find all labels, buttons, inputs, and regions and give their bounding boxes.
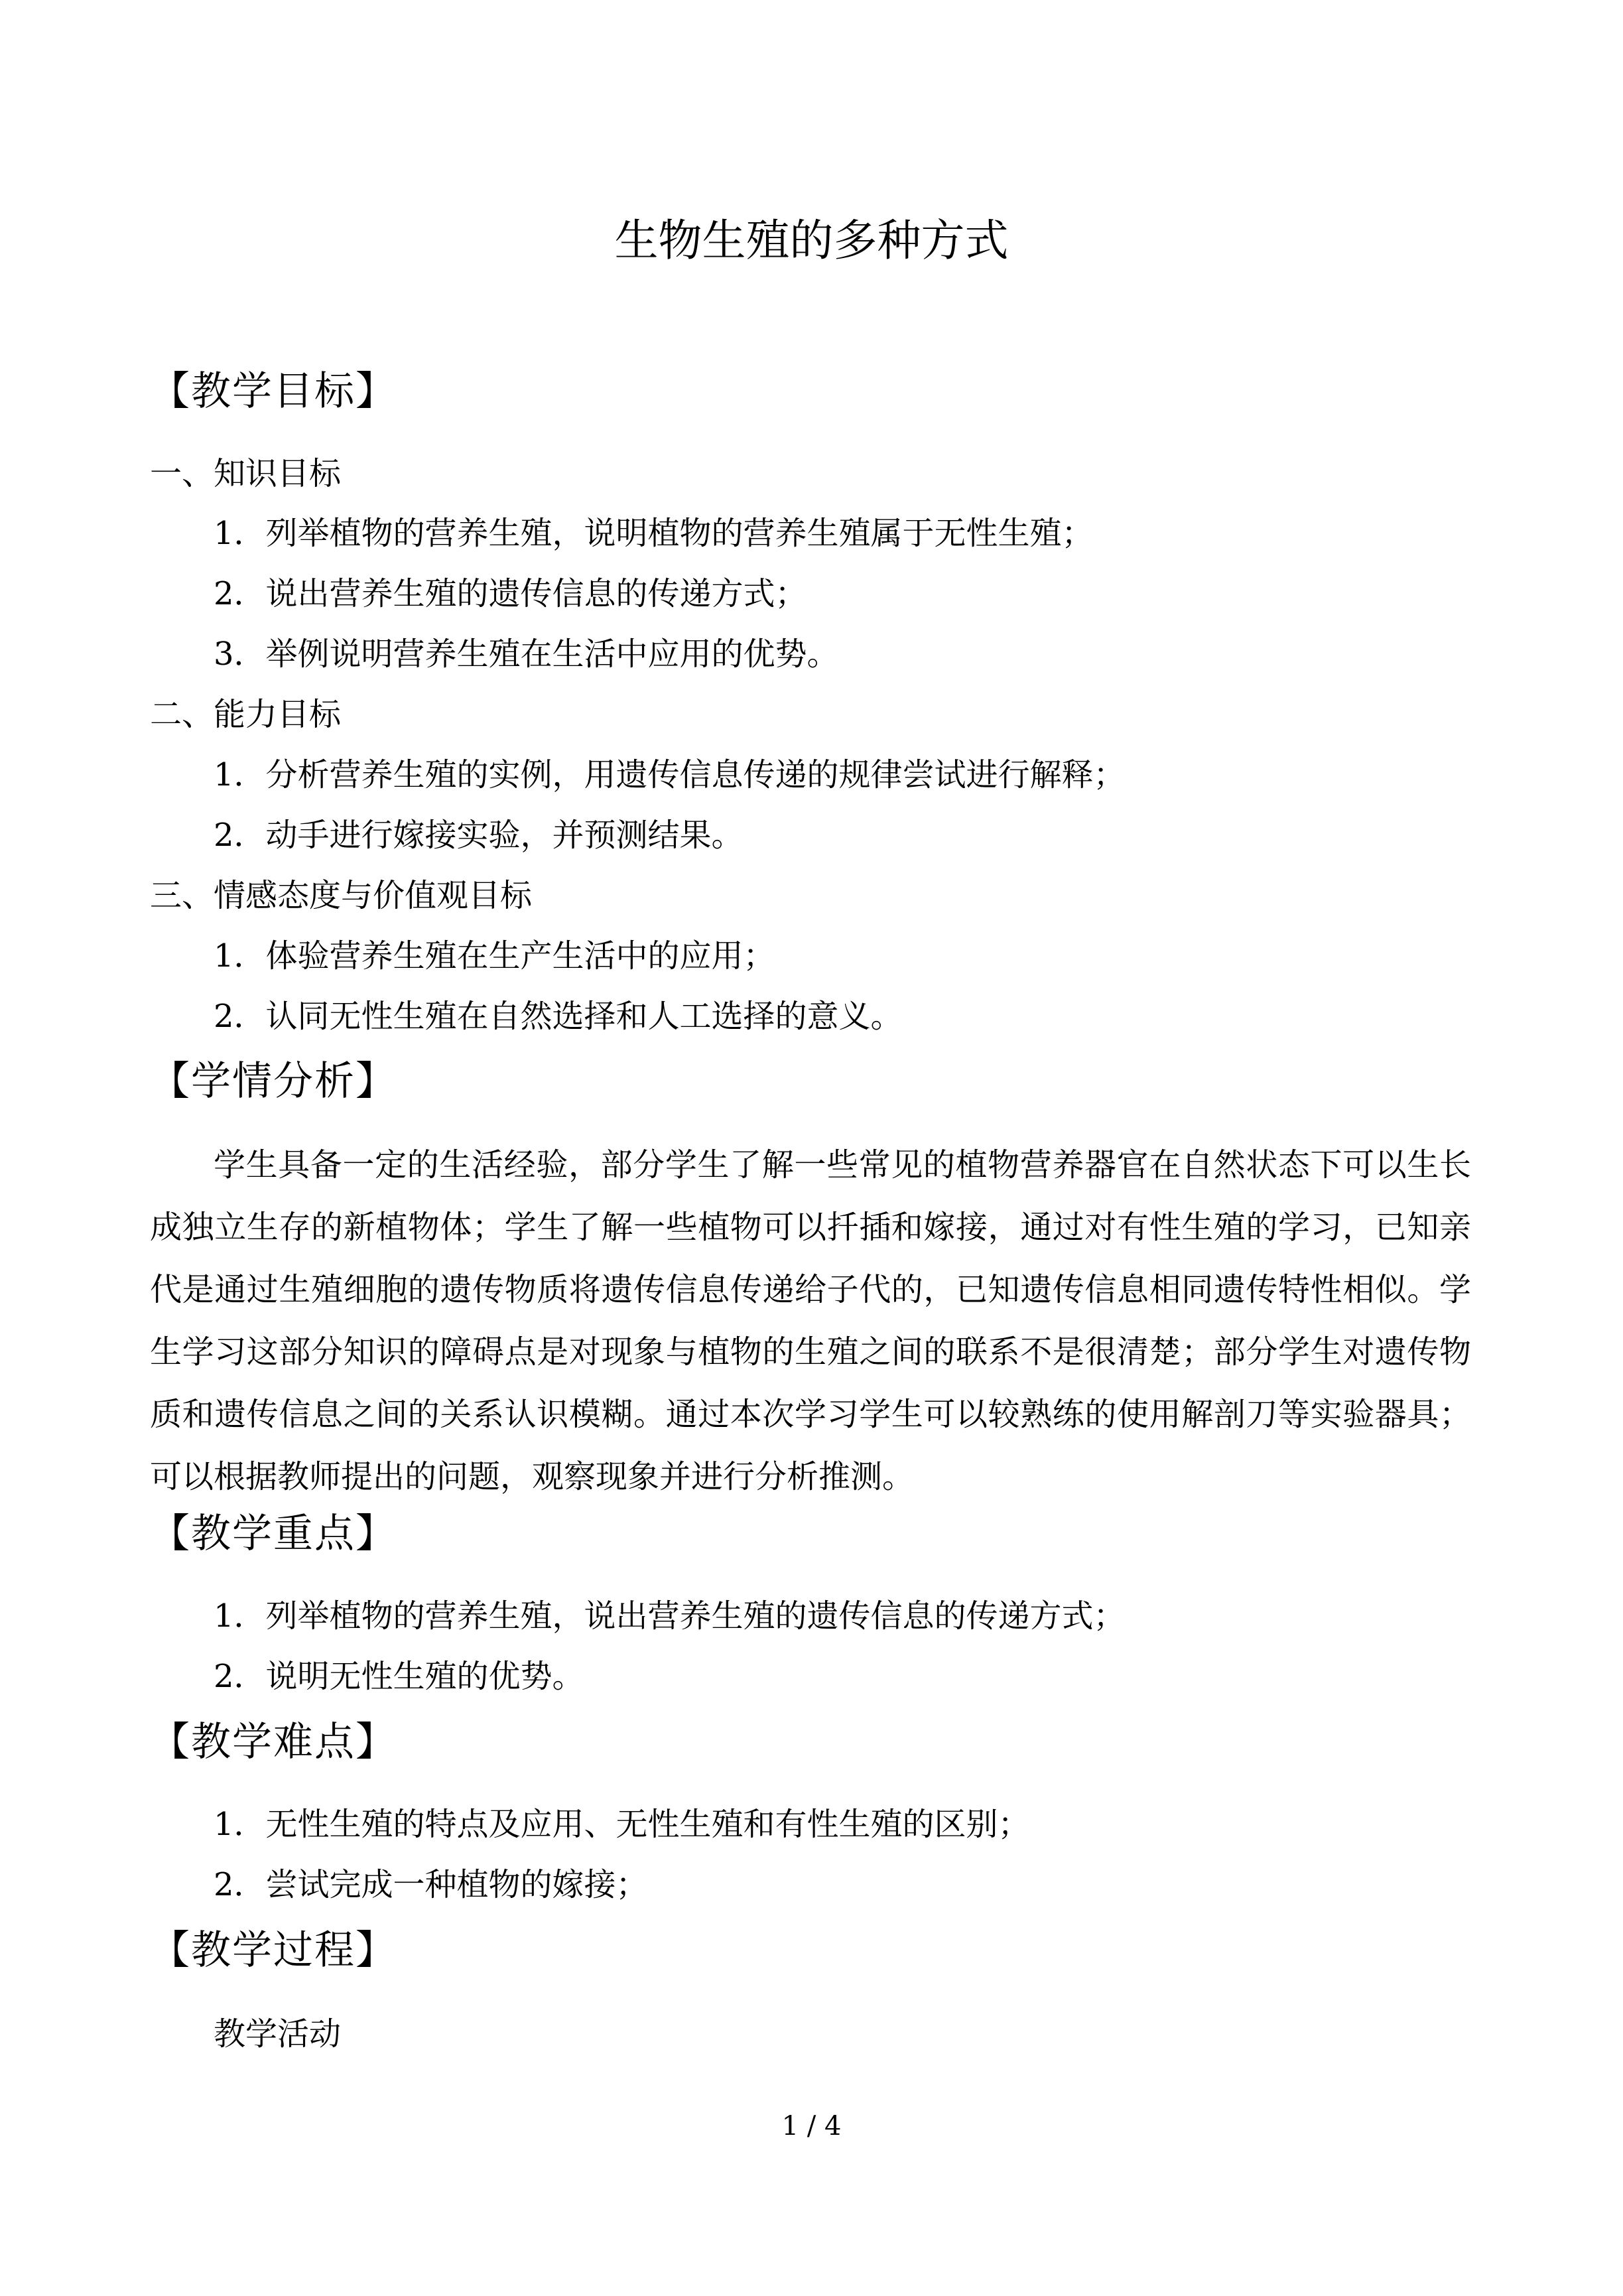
- list-item: 2．认同无性生殖在自然选择和人工选择的意义。: [214, 998, 903, 1035]
- section-heading-analysis: 【学情分析】: [150, 1058, 397, 1105]
- teaching-activity-label: 教学活动: [214, 2015, 342, 2053]
- list-item: 1．无性生殖的特点及应用、无性生殖和有性生殖的区别；: [214, 1806, 1030, 1843]
- page-title: 生物生殖的多种方式: [614, 215, 1009, 266]
- list-item: 2．动手进行嫁接实验，并预测结果。: [214, 817, 744, 854]
- paragraph-line: 代是通过生殖细胞的遗传物质将遗传信息传递给子代的，已知遗传信息相同遗传特性相似。学: [150, 1271, 1471, 1308]
- list-item: 1．体验营养生殖在生产生活中的应用；: [214, 937, 775, 975]
- paragraph-line: 成独立生存的新植物体；学生了解一些植物可以扦插和嫁接，通过对有性生殖的学习，已知亲: [150, 1209, 1471, 1246]
- list-item: 1．列举植物的营养生殖，说出营养生殖的遗传信息的传递方式；: [214, 1597, 1126, 1635]
- paragraph-line: 质和遗传信息之间的关系认识模糊。通过本次学习学生可以较熟练的使用解剖刀等实验器具；: [150, 1396, 1471, 1433]
- subheading-ability: 二、能力目标: [150, 696, 342, 733]
- list-item: 3．举例说明营养生殖在生活中应用的优势。: [214, 636, 839, 673]
- list-item: 1．列举植物的营养生殖，说明植物的营养生殖属于无性生殖；: [214, 515, 1094, 552]
- list-item: 2．说明无性生殖的优势。: [214, 1658, 584, 1695]
- paragraph-line: 学生具备一定的生活经验，部分学生了解一些常见的植物营养器官在自然状态下可以生长: [214, 1146, 1471, 1183]
- list-item: 2．尝试完成一种植物的嫁接；: [214, 1866, 648, 1903]
- page-number: 1 / 4: [781, 2111, 842, 2141]
- section-heading-process: 【教学过程】: [150, 1927, 397, 1974]
- subheading-attitude: 三、情感态度与价值观目标: [150, 877, 533, 914]
- subheading-knowledge: 一、知识目标: [150, 455, 342, 492]
- list-item: 2．说出营养生殖的遗传信息的传递方式；: [214, 575, 807, 612]
- section-heading-objectives: 【教学目标】: [150, 368, 397, 415]
- paragraph-line: 可以根据教师提出的问题，观察现象并进行分析推测。: [150, 1458, 915, 1495]
- paragraph-line: 生学习这部分知识的障碍点是对现象与植物的生殖之间的联系不是很清楚；部分学生对遗传物: [150, 1333, 1471, 1371]
- list-item: 1．分析营养生殖的实例，用遗传信息传递的规律尝试进行解释；: [214, 756, 1126, 793]
- section-heading-key-points: 【教学重点】: [150, 1511, 397, 1557]
- section-heading-difficulties: 【教学难点】: [150, 1719, 397, 1765]
